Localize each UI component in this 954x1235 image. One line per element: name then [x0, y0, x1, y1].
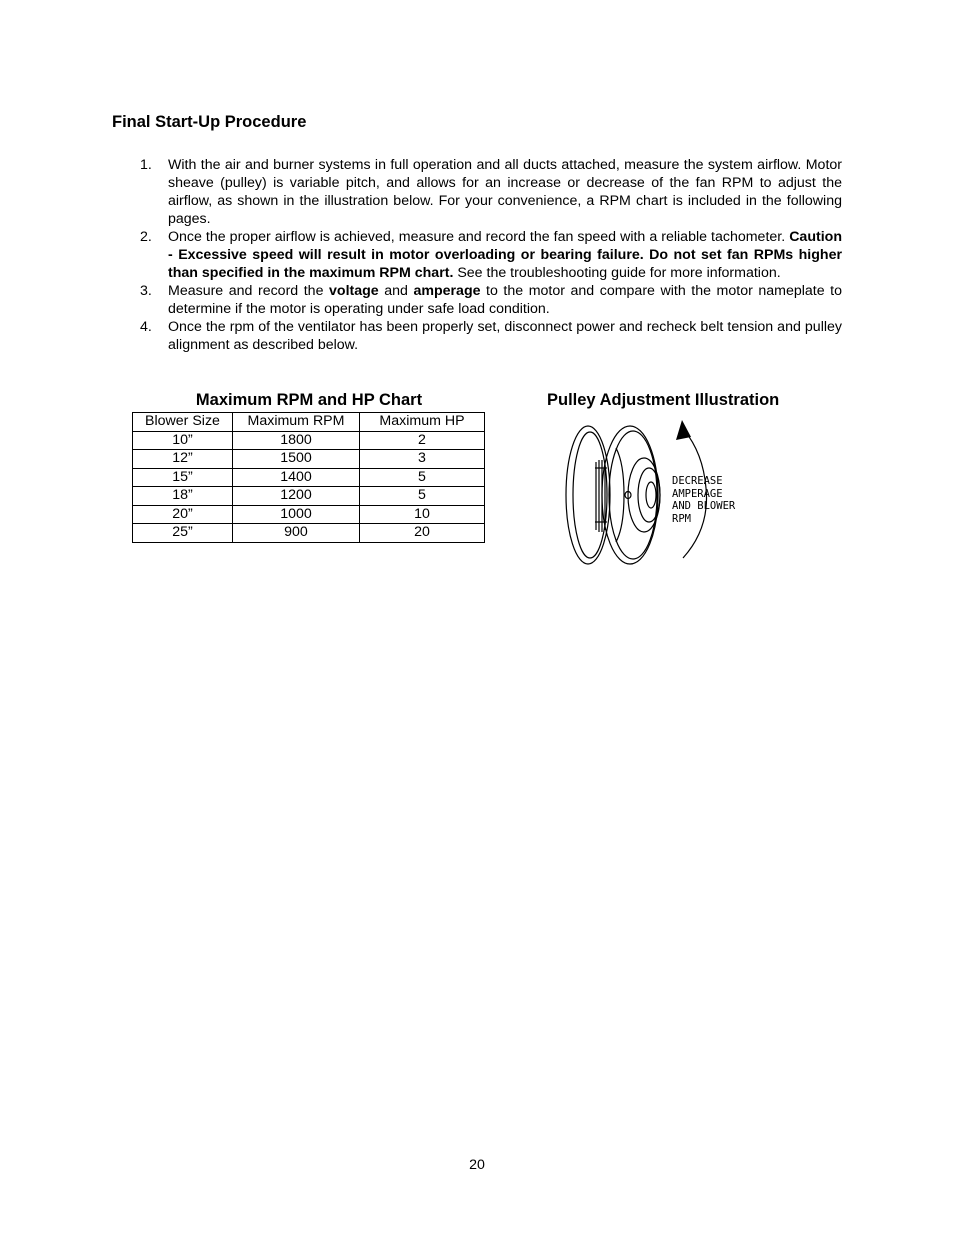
step-item: [140, 228, 842, 282]
table-row: [133, 505, 485, 524]
table-row: [133, 524, 485, 543]
section-title: Final Start-Up Procedure: [112, 113, 307, 131]
step-text: to the motor and compare with the motor nameplate to determine if the motor is operating under safe load condition.: [168, 283, 842, 317]
pulley-shaft-bore: [646, 482, 656, 508]
max-hp-cell: 5: [360, 487, 485, 506]
column-header: Maximum HP: [360, 413, 485, 432]
blower-size-cell: 12”: [133, 450, 233, 469]
blower-size-cell: 15”: [133, 468, 233, 487]
step-text: See the troubleshooting guide for more information.: [453, 265, 781, 281]
arrow-head-icon: [676, 420, 691, 440]
pulley-hub-threads: [595, 460, 607, 532]
voltage-term: voltage: [329, 283, 379, 299]
step-text: and: [378, 283, 414, 299]
max-hp-cell: 3: [360, 450, 485, 469]
pulley-groove: [616, 448, 624, 542]
step-number: 3.: [140, 283, 152, 299]
max-hp-cell: 20: [360, 524, 485, 543]
step-number: 1.: [140, 157, 152, 173]
pulley-front-flange-inner: [609, 431, 657, 559]
blower-size-cell: 10”: [133, 431, 233, 450]
max-hp-cell: 2: [360, 431, 485, 450]
max-rpm-cell: 1500: [233, 450, 360, 469]
pulley-illustration: [558, 418, 758, 568]
max-rpm-cell: 1400: [233, 468, 360, 487]
page-number: 20: [469, 1157, 485, 1173]
illustration-label: AMPERAGE: [672, 488, 723, 500]
procedure-steps: [140, 156, 842, 354]
table-row: [133, 450, 485, 469]
table-row: [133, 468, 485, 487]
illustration-title: Pulley Adjustment Illustration: [547, 391, 780, 409]
column-header: Maximum RPM: [233, 413, 360, 432]
max-rpm-cell: 1000: [233, 505, 360, 524]
illustration-label: RPM: [672, 513, 691, 525]
step-text: Once the proper airflow is achieved, measure and record the fan speed with a reliable tachometer.: [168, 229, 790, 245]
max-hp-cell: 5: [360, 468, 485, 487]
step-text: With the air and burner systems in full operation and all ducts attached, measure the system airflow. Motor sheave (pulley) is variable pitch, and allows for an increase or decrease of the fan RPM to adjust the airflow, as shown in the illustration below. For your convenience, a RPM chart is included in the following pages.: [168, 157, 842, 227]
table-header-row: [133, 413, 485, 432]
illustration-label: DECREASE: [672, 475, 723, 487]
pulley-hub: [628, 458, 660, 532]
step-number: 2.: [140, 229, 152, 245]
step-item: [140, 282, 842, 318]
caution-text: Caution - Excessive speed will result in motor overloading or bearing failure. Do not set fan RPMs higher than specified in the maximum RPM chart.: [168, 229, 842, 281]
blower-size-cell: 25”: [133, 524, 233, 543]
table-row: [133, 431, 485, 450]
blower-size-cell: 18”: [133, 487, 233, 506]
chart-title: Maximum RPM and HP Chart: [195, 391, 423, 409]
table-row: [133, 487, 485, 506]
blower-size-cell: 20”: [133, 505, 233, 524]
step-item: [140, 156, 842, 228]
illustration-label: AND BLOWER: [672, 500, 736, 512]
step-text: Once the rpm of the ventilator has been properly set, disconnect power and recheck belt tension and pulley alignment as described below.: [168, 319, 842, 353]
max-rpm-cell: 1200: [233, 487, 360, 506]
column-header: Blower Size: [133, 413, 233, 432]
rpm-hp-table: [132, 412, 485, 543]
max-hp-cell: 10: [360, 505, 485, 524]
step-text: Measure and record the: [168, 283, 330, 299]
max-rpm-cell: 900: [233, 524, 360, 543]
step-item: [140, 318, 842, 354]
max-rpm-cell: 1800: [233, 431, 360, 450]
amperage-term: amperage: [413, 283, 481, 299]
step-number: 4.: [140, 319, 152, 335]
